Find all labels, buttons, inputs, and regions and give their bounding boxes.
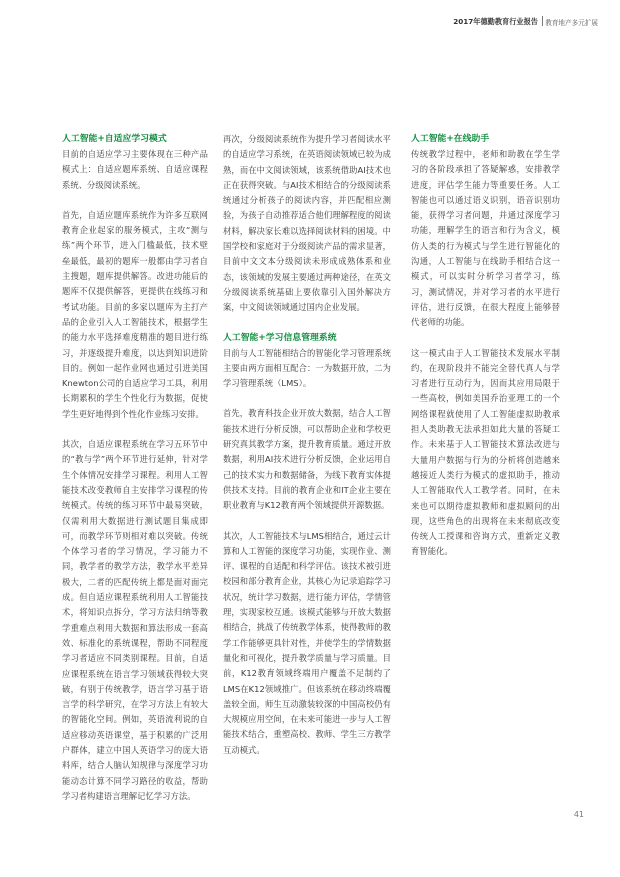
paragraph: 其次，人工智能技术与LMS相结合，通过云计算和人工智能的深度学习功能，实现作业、测评、课程的自适配和科学评估。该技术被引进校园和部分教育企业，其核心为记录追踪学习状况，统计学习数据，进行能力评估，学情管理，实现家校互通。该模式能够与开放大数据相结合，挑战了传统教学体系，使得教师的教学工作能够更具针对性，并使学生的学情数据量化和可视化，提升教学质量与学习质量。目前，K12教育领域终端用户覆盖不足制约了LMS在K12领域推广。但该系统在移动终端覆盖较全面，师生互动激装较深的中国高校仍有大规模应用空间，在未来可能进一步与人工智能技术结合，重塑高校、教师、学生三方教学互动模式。 bbox=[223, 530, 391, 755]
page-number: 41 bbox=[573, 810, 584, 819]
paragraph: 目前与人工智能相结合的智能化学习管理系统主要由两方面相互配合：一为数据开放，二为学习管理系统（LMS）。 bbox=[223, 347, 391, 389]
section-heading-adaptive-learning: 人工智能+自适应学习模式 bbox=[62, 134, 167, 144]
paragraph: 首先，自适应题库系统作为许多互联网教育企业起家的服务模式，主攻“测与练”两个环节，进入门槛最低，技术壁垒最低，最初的题库一般都由学习者自主搜题，题库提供解答。改进功能后的题库不仅提供解答，更提供在线练习和考试功能。目前的多家以题库为主打产品的企业引入人工智能技术，根据学生的能力水平选择难度精准的题目进行练习，并逐级提升难度，以达到知识进阶目的。例如一起作业网也通过引进美国Knewton公司的自适应学习工具，利用长期累积的学生个性化行为数据，促使学生更好地得到个性化作业练习安排。 bbox=[62, 209, 208, 419]
paragraph: 再次，分级阅读系统作为提升学习者阅读水平的自适应学习系统，在英语阅读领域已较为成熟，而在中文阅读领域，该系统借助AI技术也正在获得突破。与AI技术相结合的分级阅读系统通过分析孩子的阅读内容，并匹配相应测验，为孩子自动推荐适合他们理解程度的阅读材料，解决家长难以选择阅读材料的困境。中国学校和家庭对于分级阅读产品的需求显著，目前中文文本分级阅读未形成成熟体系和业态，该领域的发展主要通过两种途径，在英文分级阅读系统基础上要依靠引入国外解决方案，中文阅读领域通过国内企业发展。 bbox=[223, 134, 391, 313]
section-heading-online-assistant: 人工智能+在线助手 bbox=[411, 134, 490, 144]
paragraph: 首先，教育科技企业开放大数据，结合人工智能技术进行分析反馈，可以帮助企业和学校更研究真其教学方案，提升教育质量。通过开放数据，利用AI技术进行分析反馈，企业运用自己的技术实力和数据储备，为线下教育实体提供技术支持。目前的教育企业和IT企业主要在职业教育与K12教育两个领域提供开源数据。 bbox=[223, 408, 391, 511]
paragraph: 这一模式由于人工智能技术发展水平制约，在现阶段并不能完全替代真人与学习者进行互动行为，因而其应用局限于一些高校，例如美国乔治亚理工的一个网络课程就使用了人工智能虚拟助教承担人类助教无法承担如此大量的答疑工作。未来基于人工智能技术算法改进与大量用户数据与行为的分析将创造越来越接近人类行为模式的虚拟助手，推动人工智能取代人工教学者。同时，在未来也可以期待虚拟教师和虚拟顾问的出现，这些角色的出现将在未来彻底改变传统人工授课和咨询方式，重新定义教育智能化。 bbox=[411, 347, 560, 557]
column-right bbox=[411, 132, 560, 575]
paragraph: 传统教学过程中，老师和助教在学生学习的各阶段承担了答疑解惑，安排教学进度，评估学生能力等重要任务。人工智能也可以通过语义识别，语音识别功能，获得学习者问题，并通过深度学习功能，理解学生的语言和行为含义，模仿人类的行为模式与学生进行智能化的沟通，人工智能与在线助手相结合这一模式，可以实时分析学习者学习，练习，测试情况，并对学习者的水平进行评估，进行反馈，在很大程度上能够替代老师的功能。 bbox=[411, 149, 560, 328]
page-header bbox=[0, 0, 620, 40]
column-middle bbox=[223, 132, 391, 773]
section-heading-learning-management: 人工智能+学习信息管理系统 bbox=[223, 332, 337, 343]
header-divider bbox=[542, 16, 543, 26]
paragraph: 其次，自适应课程系统在学习五环节中的“教与学”两个环节进行延伸，针对学生个体情况安排学习课程。利用人工智能技术改变教师自主安排学习课程的传统模式。传统的练习环节中最易突破，仅需利用大数据进行测试题目集成即可，而教学环节则相对难以突破。传统个体学习者的学习情况，学习能力不同，教学者的教学方法，教学水平差异极大，二者的匹配传统上都是面对面完成。但自适应课程系统利用人工智能技术，将知识点拆分，学习方法归纳等教学重难点利用大数据和算法形成一套高效、标准化的系统课程，帮助不同程度学习者适应不同类别课程。目前，自适应课程系统在语言学习领域获得较大突破，有别于传统教学，语言学习基于语言学的科学研究，在学习方法上有较大的智能化空间。例如，英语流利说的自适应移动英语课堂，基于积累的广泛用户群体，建立中国人英语学习的庞大语料库，结合人脑认知规律与深度学习功能动态计算不同学习路径的收益，帮助学习者构建语言理解记忆学习方法。 bbox=[62, 439, 208, 801]
section-subtitle: 教育地产多元扩展 bbox=[545, 19, 598, 27]
column-left bbox=[62, 132, 208, 819]
report-title: 2017年德勤教育行业报告 bbox=[453, 17, 538, 26]
paragraph: 目前的自适应学习主要体现在三种产品模式上：自适应题库系统、自适应课程系统、分级阅读系统。 bbox=[62, 149, 208, 190]
